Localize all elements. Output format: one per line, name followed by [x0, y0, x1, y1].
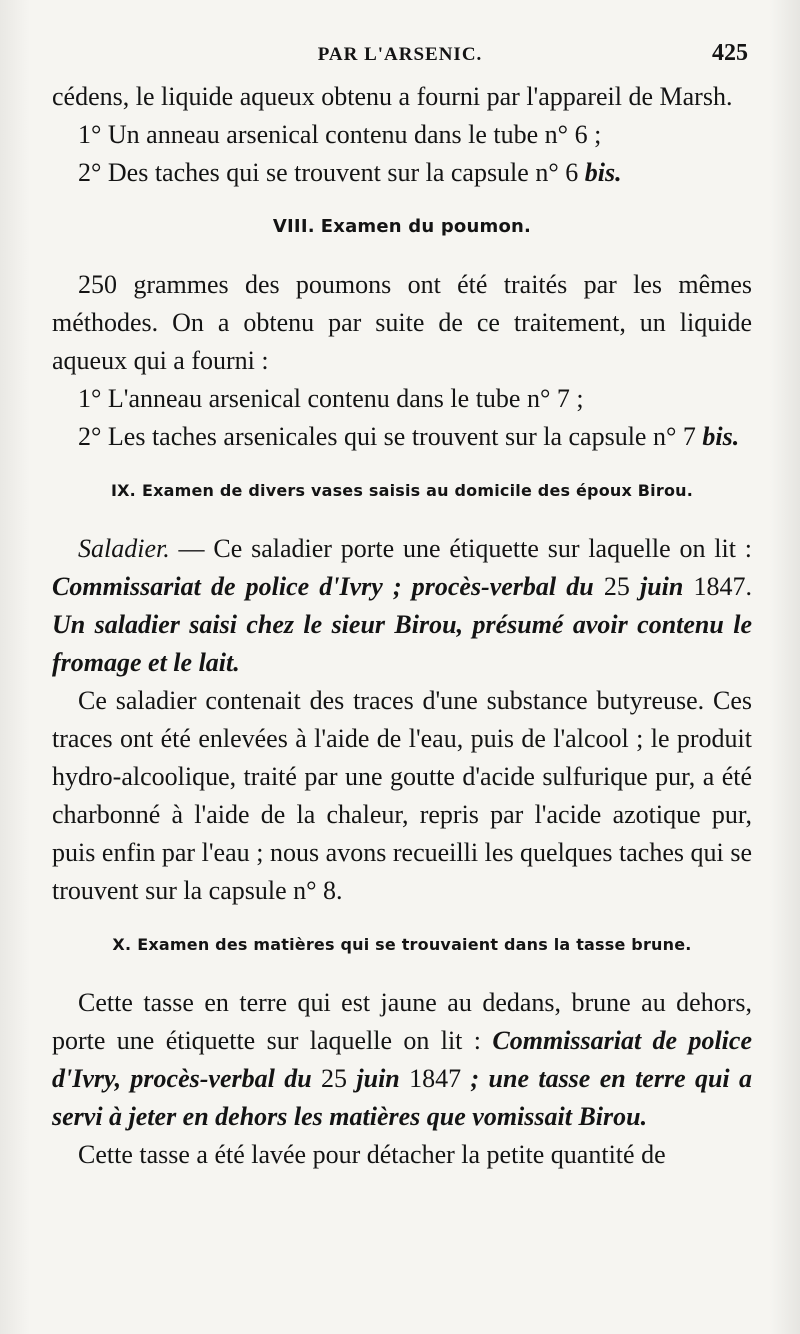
paragraph-saladier-contents: Ce saladier contenait des traces d'une substance butyreuse. Ces traces ont été enlevées à l'aide de l'eau, puis de l'alcool ; le produit hydro-alcoolique, traité par une goutte d'acide sulfurique pur, a été charbonné à l'aide de la chaleur, repris par l'acide azotique pur, puis enfin par l'eau ; nous avons recueilli les quelques taches qui se trouvent sur la capsule n° 8. [52, 686, 752, 905]
page-number: 425 [712, 40, 748, 66]
section-heading-ix: IX. Examen de divers vases saisis au domicile des époux Birou. [110, 481, 694, 500]
paragraph-continuation: cédens, le liquide aqueux obtenu a fourni par l'appareil de Marsh. [52, 82, 733, 111]
page-header [52, 40, 748, 74]
list-item-taches-7: 2° Les taches arsenicales qui se trouvent sur la capsule n° 7 bis. [78, 422, 740, 451]
page-body [52, 78, 752, 1174]
list-item-anneau: 1° Un anneau arsenical contenu dans le tube n° 6 ; [78, 120, 602, 149]
running-title: PAR L'ARSENIC. [317, 44, 483, 65]
list-item-anneau-7: 1° L'anneau arsenical contenu dans le tube n° 7 ; [78, 384, 584, 413]
paragraph-tasse: Cette tasse en terre qui est jaune au dedans, brune au dehors, porte une étiquette sur laquelle on lit : Commissariat de police d'Ivry, procès-verbal du 25 juin 1847 ; une tasse en terre qui a servi à jeter en dehors les matières que vomissait Birou. [52, 988, 753, 1131]
section-heading-viii: VIII. Examen du poumon. [272, 216, 532, 237]
paragraph-tasse-lavee: Cette tasse a été lavée pour détacher la petite quantité de [78, 1140, 666, 1169]
list-item-taches: 2° Des taches qui se trouvent sur la capsule n° 6 bis. [78, 158, 622, 187]
paragraph-poumon: 250 grammes des poumons ont été traités par les mêmes méthodes. On a obtenu par suite de ce traitement, un liquide aqueux qui a fourni : [52, 270, 752, 375]
paragraph-saladier: Saladier. — Ce saladier porte une étiquette sur laquelle on lit : Commissariat de police d'Ivry ; procès-verbal du 25 juin 1847. Un saladier saisi chez le sieur Birou, présumé avoir contenu le fromage et le lait. [52, 534, 753, 677]
section-heading-x: X. Examen des matières qui se trouvaient dans la tasse brune. [112, 935, 692, 954]
